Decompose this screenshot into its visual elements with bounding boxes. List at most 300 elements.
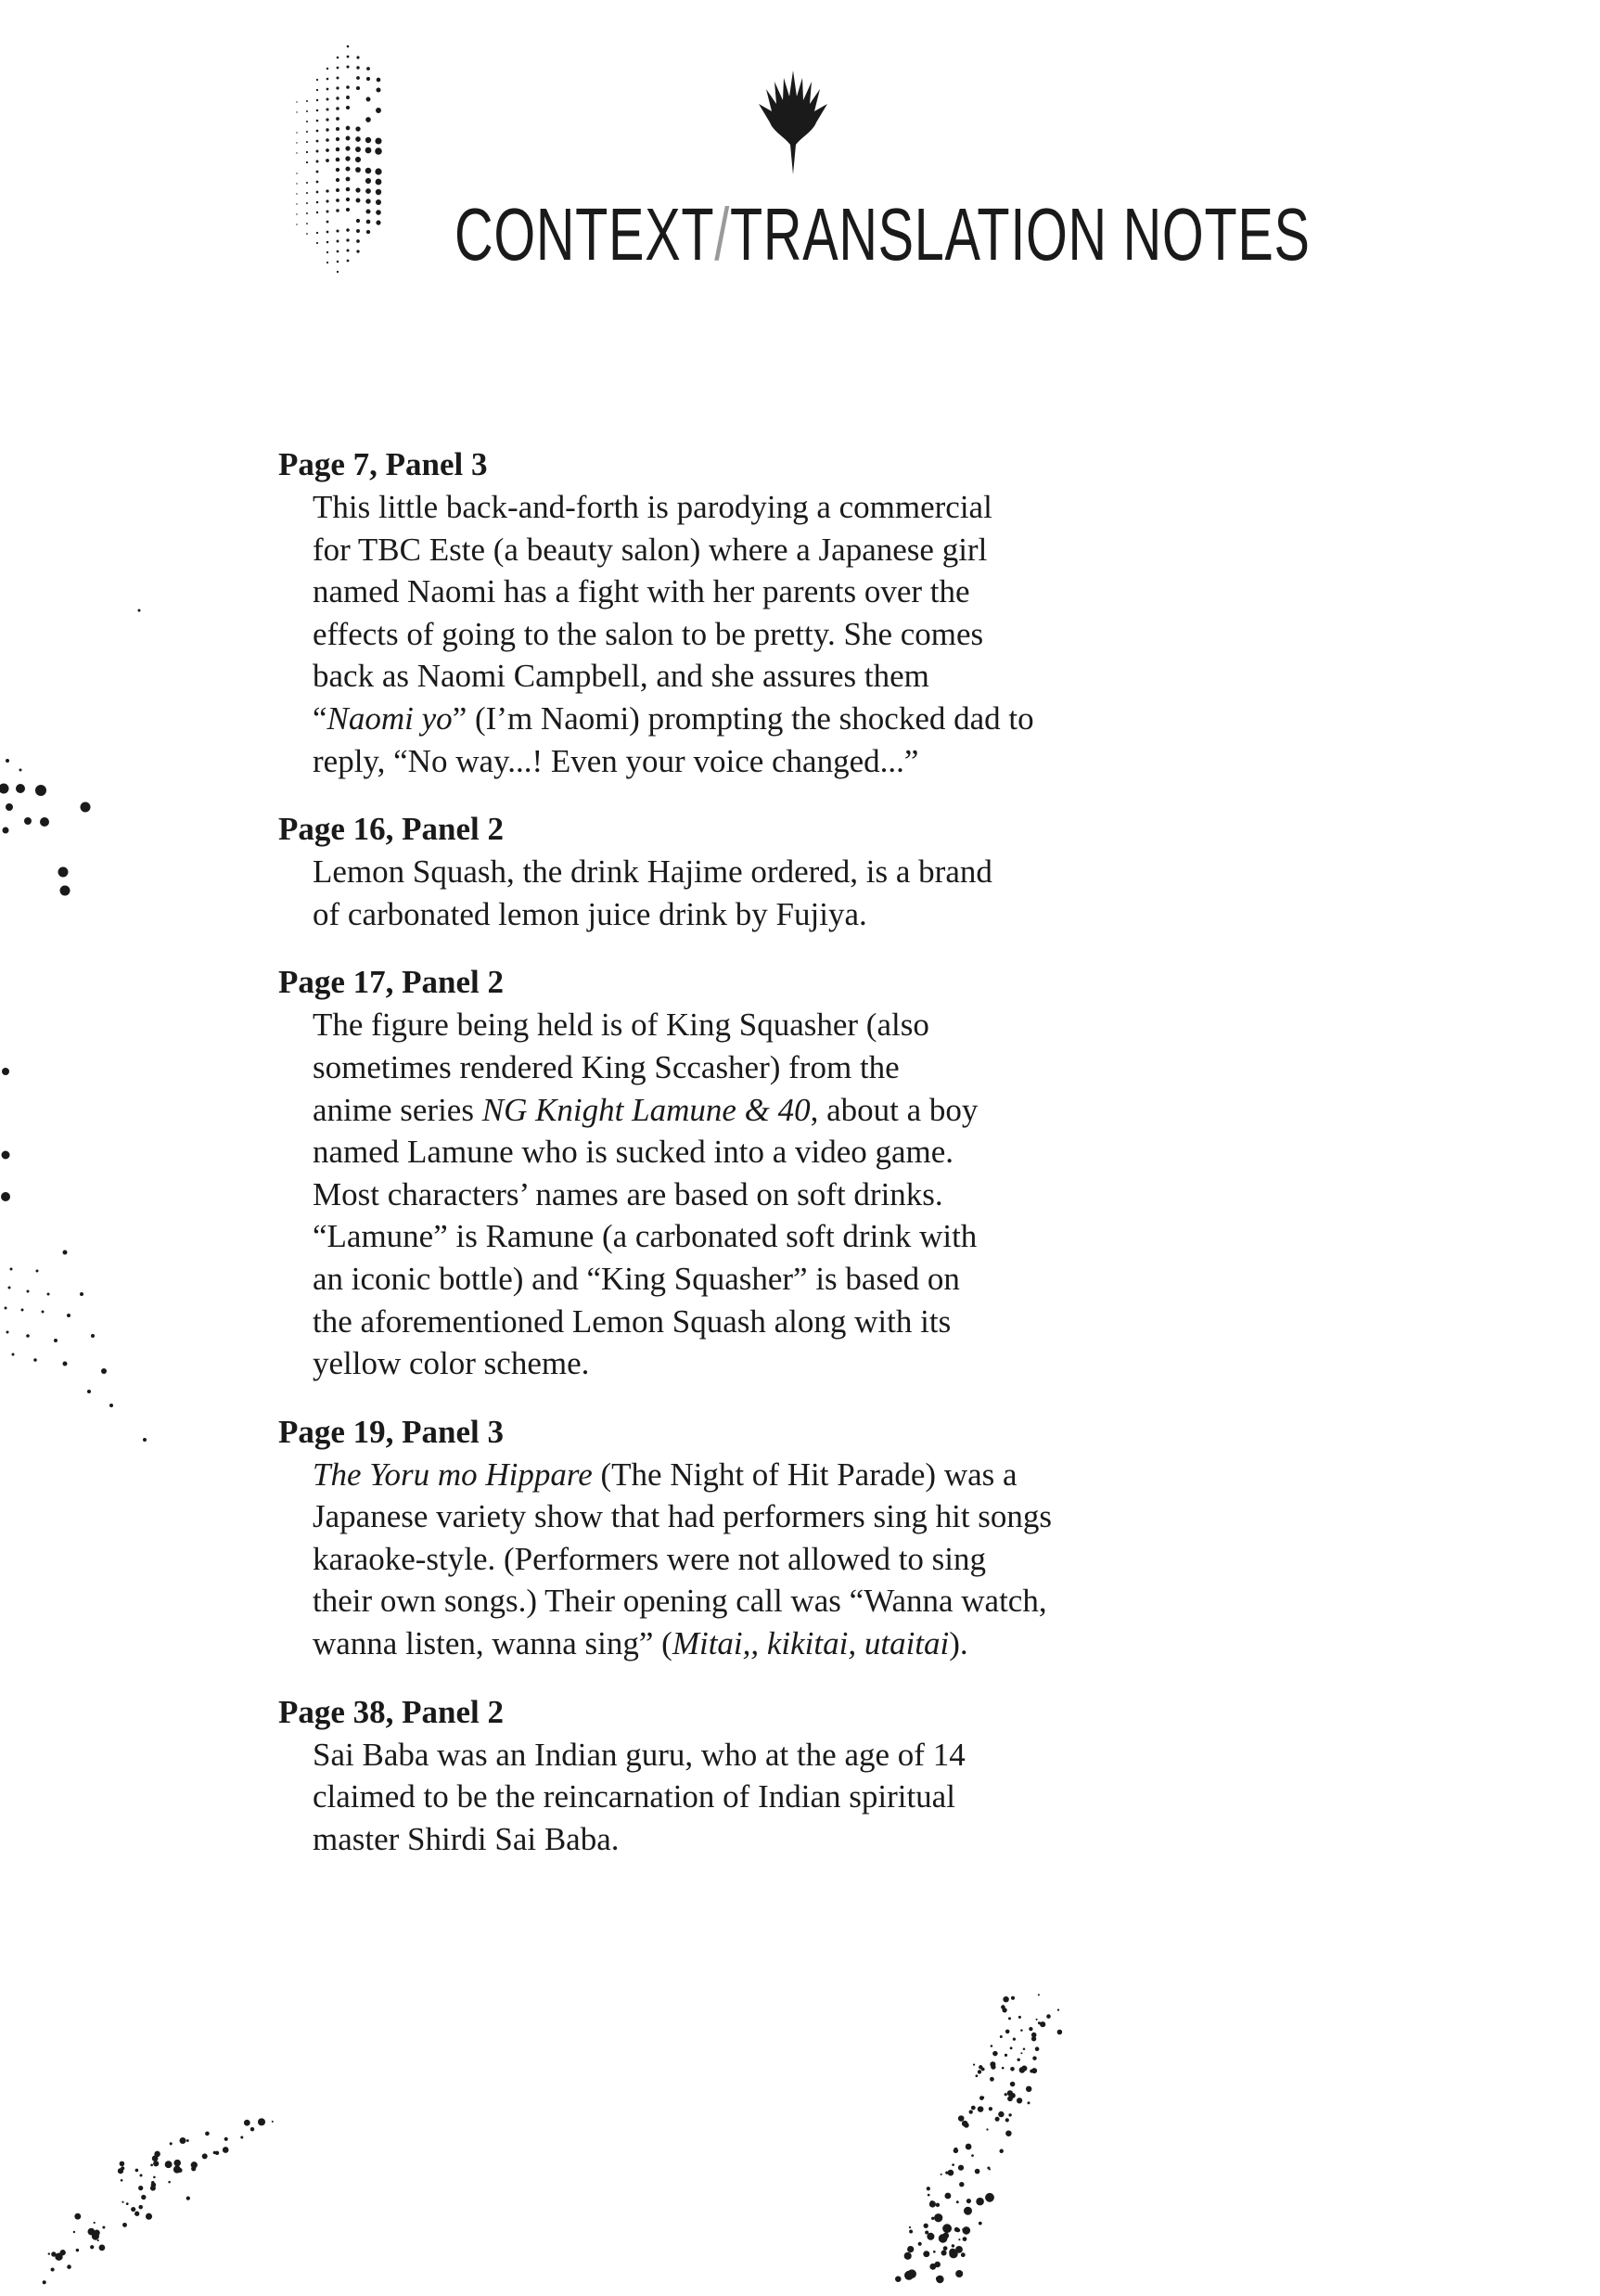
halftone-dot: [180, 2137, 186, 2144]
halftone-dot: [1010, 2046, 1013, 2049]
halftone-dot: [936, 2203, 940, 2207]
halftone-dot: [306, 131, 308, 133]
halftone-dot: [326, 118, 328, 121]
halftone-dot: [365, 117, 371, 122]
halftone-dot: [42, 1311, 45, 1314]
halftone-dot: [316, 109, 319, 112]
notes-list: [278, 443, 1169, 1886]
halftone-dot: [296, 132, 297, 133]
halftone-dot: [135, 2169, 139, 2173]
halftone-dot: [356, 56, 359, 58]
halftone-dot: [326, 231, 329, 234]
halftone-dot: [927, 2187, 930, 2190]
halftone-dot: [1038, 1994, 1040, 1995]
halftone-dot: [904, 2252, 912, 2260]
halftone-dot: [976, 2198, 984, 2206]
halftone-dot: [40, 817, 49, 827]
halftone-dot: [122, 2201, 123, 2203]
halftone-dot: [326, 88, 329, 91]
halftone-dot: [941, 2250, 947, 2255]
halftone-dot: [1003, 1996, 1008, 2002]
halftone-dot: [346, 208, 350, 212]
halftone-dot: [346, 238, 349, 241]
halftone-dot: [991, 2045, 993, 2047]
halftone-dot: [924, 2224, 928, 2228]
halftone-dot: [126, 2202, 129, 2205]
halftone-dot: [1038, 2021, 1041, 2024]
halftone-dot: [990, 2077, 994, 2082]
halftone-dot: [909, 2230, 913, 2234]
halftone-dot: [986, 2128, 988, 2130]
halftone-dot: [356, 76, 360, 80]
halftone-dot: [365, 137, 371, 143]
halftone-dot: [306, 100, 308, 102]
halftone-dot: [990, 2061, 995, 2067]
halftone-dot: [1005, 2030, 1010, 2034]
halftone-dot: [376, 199, 381, 205]
halftone-dot: [954, 2227, 959, 2232]
halftone-dot: [316, 212, 318, 213]
halftone-dot: [346, 249, 349, 251]
halftone-dot: [933, 2251, 936, 2253]
halftone-dot: [74, 2213, 81, 2220]
halftone-dot: [337, 240, 339, 243]
halftone-dot: [999, 2149, 1003, 2153]
halftone-dot: [21, 1309, 24, 1312]
halftone-dot: [1057, 2030, 1063, 2035]
halftone-dot: [8, 1287, 11, 1289]
halftone-dot: [306, 121, 308, 122]
halftone-dot: [336, 209, 339, 212]
halftone-dot: [168, 2181, 171, 2184]
halftone-dot: [316, 171, 319, 173]
halftone-dot: [205, 2132, 210, 2136]
halftone-dot: [345, 146, 350, 150]
halftone-dot: [1040, 2021, 1045, 2027]
halftone-dot: [60, 2250, 66, 2255]
halftone-dot: [366, 77, 370, 81]
bottom-left-dot-cluster: [43, 2118, 274, 2284]
halftone-dot: [19, 769, 22, 772]
halftone-dot: [971, 2154, 974, 2157]
halftone-dot: [347, 260, 350, 263]
note-page-7-panel-3: [278, 443, 1169, 782]
halftone-dot: [366, 230, 370, 234]
halftone-dot: [109, 1404, 113, 1407]
halftone-dot: [3, 827, 9, 834]
halftone-dot: [101, 1368, 107, 1374]
halftone-dot: [306, 161, 308, 163]
halftone-dot: [316, 120, 319, 122]
halftone-dot: [958, 2115, 965, 2122]
halftone-dot: [1000, 2035, 1003, 2038]
halftone-dot: [27, 1290, 30, 1293]
halftone-dot: [316, 130, 319, 133]
halftone-dot: [138, 2186, 143, 2190]
halftone-dot: [1017, 2097, 1022, 2103]
halftone-dot: [153, 2161, 159, 2166]
halftone-dot: [63, 1362, 68, 1366]
halftone-dot: [355, 167, 361, 173]
note-body: The Yoru mo Hippare (The Night of Hit Parade) was a Japanese variety show that had performers sing hit songs karaoke-style. (Performers were not allowed to sing their own songs.) Their opening call was “Wanna watch, wanna listen, wanna sing” (Mitai,, kikitai, utaitai).: [313, 1456, 1053, 1662]
halftone-dot: [978, 2070, 981, 2073]
note-body: Lemon Squash, the drink Hajime ordered, is a brand of carbonated lemon juice drink by Fujiya.: [313, 853, 992, 932]
halftone-dot: [1023, 2048, 1026, 2051]
halftone-dot: [356, 239, 360, 243]
halftone-dot: [306, 141, 308, 143]
halftone-dot: [1032, 2056, 1036, 2059]
halftone-dot: [173, 2160, 181, 2167]
halftone-dot: [936, 2276, 943, 2283]
halftone-dot: [223, 2147, 229, 2153]
halftone-dot: [138, 2205, 143, 2210]
halftone-dot: [952, 2163, 954, 2166]
halftone-dot: [1018, 2016, 1021, 2019]
halftone-dot: [1005, 2130, 1011, 2136]
halftone-dot: [33, 1358, 37, 1362]
halftone-dot: [976, 2074, 979, 2077]
halftone-dot: [138, 609, 141, 612]
halftone-dot: [215, 2151, 219, 2155]
halftone-dot: [948, 2170, 954, 2176]
halftone-dot: [963, 2226, 971, 2235]
halftone-dot: [944, 2193, 951, 2200]
halftone-dot: [10, 1268, 13, 1271]
halftone-dot: [316, 160, 319, 163]
halftone-dot: [140, 2174, 143, 2177]
halftone-dot: [131, 2207, 135, 2212]
halftone-dot: [941, 2174, 942, 2175]
halftone-dot: [336, 229, 339, 232]
halftone-dot: [375, 137, 381, 144]
halftone-dot: [356, 219, 360, 223]
halftone-dot: [355, 187, 360, 192]
halftone-dot: [326, 211, 329, 213]
halftone-dot: [47, 1293, 50, 1296]
halftone-dot: [998, 2111, 1004, 2117]
halftone-dot: [51, 2267, 55, 2271]
halftone-dot: [346, 177, 351, 182]
halftone-dot: [907, 2269, 916, 2278]
halftone-dot: [918, 2242, 922, 2246]
halftone-dot: [961, 2252, 966, 2257]
halftone-dot: [356, 66, 359, 69]
halftone-dot: [376, 210, 381, 215]
halftone-dot: [63, 1251, 68, 1255]
halftone-dot: [326, 68, 328, 70]
halftone-dot: [326, 241, 329, 244]
halftone-dot: [981, 2068, 985, 2072]
halftone-dot: [1013, 2037, 1016, 2040]
halftone-dot: [955, 2270, 963, 2277]
halftone-dot: [365, 188, 371, 194]
halftone-dot: [94, 2222, 96, 2224]
halftone-dot: [336, 199, 339, 202]
halftone-dot: [316, 191, 319, 194]
halftone-dot: [202, 2153, 208, 2159]
halftone-dot: [296, 111, 297, 112]
halftone-dot: [356, 229, 360, 233]
halftone-dot: [969, 2110, 973, 2113]
halftone-dot: [296, 213, 297, 214]
halftone-dot: [954, 2148, 958, 2153]
halftone-dot: [931, 2217, 934, 2220]
halftone-dot: [90, 2245, 94, 2249]
halftone-dot: [186, 2196, 190, 2200]
halftone-dot: [336, 96, 339, 99]
halftone-dot: [326, 108, 328, 110]
halftone-dot: [346, 228, 350, 232]
halftone-dot: [337, 261, 339, 263]
halftone-dot: [377, 78, 381, 83]
halftone-dot: [365, 199, 370, 203]
halftone-dot: [1005, 2054, 1007, 2057]
halftone-dot: [316, 150, 319, 153]
halftone-dot: [272, 2121, 274, 2123]
halftone-dot: [316, 99, 318, 101]
note-body: Sai Baba was an Indian guru, who at the age of 14 claimed to be the reincarnation of Indian spiritual master Shirdi Sai Baba.: [313, 1736, 966, 1857]
halftone-dot: [296, 152, 297, 153]
halftone-dot: [366, 220, 371, 224]
halftone-dot: [316, 181, 319, 184]
halftone-dot: [326, 189, 328, 192]
halftone-dot: [964, 2207, 972, 2215]
halftone-dot: [365, 178, 371, 184]
halftone-dot: [1057, 2008, 1059, 2010]
halftone-dot: [973, 2063, 975, 2065]
halftone-dot: [80, 1292, 83, 1296]
halftone-dot: [1002, 2067, 1005, 2070]
halftone-dot: [306, 233, 308, 235]
halftone-dot: [1020, 2029, 1023, 2032]
halftone-dot: [250, 2127, 254, 2131]
halftone-dot: [67, 1314, 70, 1317]
halftone-dot: [258, 2118, 265, 2125]
halftone-dot: [1026, 2086, 1031, 2092]
halftone-dot: [316, 232, 318, 234]
halftone-dot: [943, 2246, 948, 2251]
halftone-dot: [346, 106, 350, 109]
halftone-dot: [336, 107, 339, 110]
halftone-dot: [150, 2186, 156, 2191]
title-translation-notes: TRANSLATION NOTES: [729, 193, 1311, 276]
halftone-dot: [989, 2107, 992, 2110]
halftone-dot: [296, 101, 297, 102]
halftone-dot: [909, 2226, 911, 2228]
halftone-dot: [296, 203, 297, 204]
halftone-dot: [971, 2106, 976, 2110]
halftone-dot: [345, 166, 350, 171]
halftone-dot: [963, 2237, 967, 2241]
halftone-dot: [928, 2194, 930, 2197]
note-heading: Page 7, Panel 3: [278, 446, 488, 482]
halftone-dot: [978, 2106, 984, 2112]
halftone-dot: [1010, 2067, 1015, 2072]
halftone-dot: [316, 201, 319, 204]
halftone-dot: [1005, 2118, 1009, 2122]
halftone-dot: [958, 2165, 964, 2171]
note-body: This little back-and-forth is parodying a commercial for TBC Este (a beauty salon) where a Japanese girl named Naomi has a fight with her parents over the effects of going to the salon to be pretty. She comes back as Naomi Campbell, and she assures them “Naomi yo” (I’m Naomi) prompting the shocked dad to reply, “No way...! Even your voice changed...”: [313, 489, 1034, 779]
halftone-dot: [355, 136, 361, 142]
halftone-dot: [6, 1331, 9, 1334]
halftone-dot: [337, 250, 339, 253]
halftone-dot: [306, 151, 308, 153]
halftone-dot: [376, 179, 382, 186]
halftone-dot: [1046, 2014, 1051, 2019]
halftone-dot: [326, 262, 328, 263]
halftone-dot: [336, 127, 339, 131]
halftone-dot: [173, 2166, 181, 2174]
halftone-dot: [36, 1270, 39, 1273]
halftone-dot: [336, 117, 339, 121]
halftone-dot: [35, 785, 46, 796]
halftone-dot: [316, 140, 319, 143]
halftone-dot: [326, 251, 328, 253]
halftone-dot: [88, 2228, 96, 2236]
halftone-dot: [6, 803, 13, 811]
halftone-dot: [376, 220, 380, 224]
halftone-dot: [1030, 2070, 1033, 2073]
halftone-dot: [346, 85, 350, 89]
halftone-dot: [1021, 2065, 1027, 2071]
halftone-dot: [375, 148, 382, 155]
halftone-dot: [346, 126, 351, 131]
halftone-dot: [987, 2166, 990, 2169]
halftone-dot: [12, 1353, 15, 1356]
halftone-dot: [244, 2120, 250, 2126]
page-title: [454, 193, 1311, 276]
halftone-dot: [99, 2245, 106, 2251]
halftone-dot: [2, 1151, 10, 1160]
halftone-dot: [316, 79, 318, 81]
halftone-dot: [1005, 2093, 1007, 2096]
halftone-dot: [16, 784, 25, 793]
note-heading: Page 16, Panel 2: [278, 811, 505, 848]
halftone-dot: [26, 1334, 30, 1338]
halftone-dot: [326, 199, 328, 202]
halftone-dot: [356, 86, 360, 90]
title-context: CONTEXT: [454, 193, 715, 276]
halftone-dot: [120, 2161, 125, 2167]
halftone-dot: [952, 2244, 954, 2247]
halftone-dot: [6, 759, 9, 763]
halftone-dot: [929, 2200, 936, 2207]
halftone-dot: [365, 209, 370, 213]
halftone-dot: [346, 187, 351, 192]
note-heading: Page 17, Panel 2: [278, 964, 505, 1001]
planeswalker-crown-icon: [759, 71, 827, 174]
halftone-dot: [356, 250, 359, 252]
halftone-dot: [48, 2252, 50, 2254]
halftone-dot: [43, 2280, 46, 2284]
halftone-dot: [992, 2051, 998, 2057]
halftone-dot: [76, 2249, 79, 2251]
halftone-dot: [1031, 2036, 1036, 2041]
halftone-dot: [346, 65, 349, 68]
halftone-dot: [955, 2246, 963, 2253]
halftone-dot: [51, 2251, 56, 2256]
halftone-dot: [942, 2224, 952, 2233]
halftone-dot: [1011, 1996, 1015, 2000]
halftone-dot: [165, 2161, 173, 2168]
halftone-dot: [306, 192, 308, 194]
halftone-dot: [355, 147, 361, 152]
halftone-dot: [141, 2195, 146, 2200]
halftone-dot: [91, 1334, 95, 1338]
note-page-19-panel-3: [278, 1411, 1169, 1665]
halftone-dot: [296, 193, 297, 194]
halftone-dot: [945, 2172, 948, 2174]
halftone-dot: [5, 1307, 7, 1310]
halftone-dot: [326, 78, 329, 81]
halftone-dot: [985, 2193, 994, 2202]
halftone-dot: [1036, 2019, 1038, 2020]
halftone-dot: [375, 168, 381, 174]
halftone-dot: [170, 2142, 173, 2145]
halftone-dot: [121, 2179, 123, 2182]
halftone-dot: [306, 212, 308, 214]
note-page-38-panel-2: [278, 1691, 1169, 1861]
halftone-dot: [122, 2223, 127, 2227]
halftone-dot: [67, 2264, 71, 2269]
halftone-dot: [296, 142, 297, 143]
halftone-dot: [958, 2238, 960, 2240]
halftone-dot: [355, 157, 361, 162]
halftone-dot: [346, 198, 350, 201]
halftone-dot: [934, 2213, 942, 2222]
halftone-dot: [1001, 2005, 1005, 2009]
halftone-dot: [337, 57, 339, 59]
halftone-dot: [326, 128, 328, 131]
halftone-dot: [316, 89, 318, 91]
top-left-dot-cluster: [296, 45, 381, 273]
halftone-dot: [942, 2233, 949, 2239]
note-heading: Page 38, Panel 2: [278, 1693, 505, 1730]
halftone-dot: [907, 2246, 914, 2252]
halftone-dot: [60, 886, 70, 896]
note-page-16-panel-2: [278, 808, 1169, 935]
halftone-dot: [87, 1390, 91, 1393]
halftone-dot: [962, 2121, 968, 2127]
halftone-dot: [336, 188, 339, 192]
halftone-dot: [1017, 2059, 1019, 2061]
halftone-dot: [58, 867, 69, 878]
halftone-dot: [2, 1068, 9, 1075]
halftone-dot: [979, 2222, 982, 2225]
halftone-dot: [326, 98, 329, 101]
halftone-dot: [306, 202, 308, 204]
halftone-dot: [1027, 2101, 1030, 2104]
halftone-dot: [326, 138, 329, 142]
halftone-dot: [186, 2139, 189, 2142]
halftone-dot: [365, 168, 372, 174]
halftone-dot: [347, 45, 350, 48]
halftone-dot: [326, 221, 329, 224]
halftone-dot: [995, 2117, 1000, 2122]
halftone-dot: [24, 817, 32, 825]
halftone-dot: [1010, 2082, 1016, 2087]
halftone-dot: [146, 2213, 152, 2220]
halftone-dot: [929, 2264, 936, 2270]
halftone-dot: [143, 1438, 147, 1442]
halftone-dot: [376, 87, 380, 92]
note-body: The figure being held is of King Squasher (also sometimes rendered King Sccasher) from the anime series NG Knight Lamune & 40, about a boy named Lamune who is sucked into a video game. Most characters’ names are based on soft drinks. “Lamune” is Ramune (a carbonated soft drink with an iconic bottle) and “King Squasher” is based on the aforementioned Lemon Squash along with its yellow color scheme.: [313, 1007, 979, 1382]
halftone-dot: [336, 158, 340, 162]
halftone-dot: [97, 2239, 99, 2241]
halftone-dot: [1010, 2093, 1016, 2098]
halftone-dot: [54, 1339, 58, 1342]
halftone-dot: [345, 156, 350, 160]
